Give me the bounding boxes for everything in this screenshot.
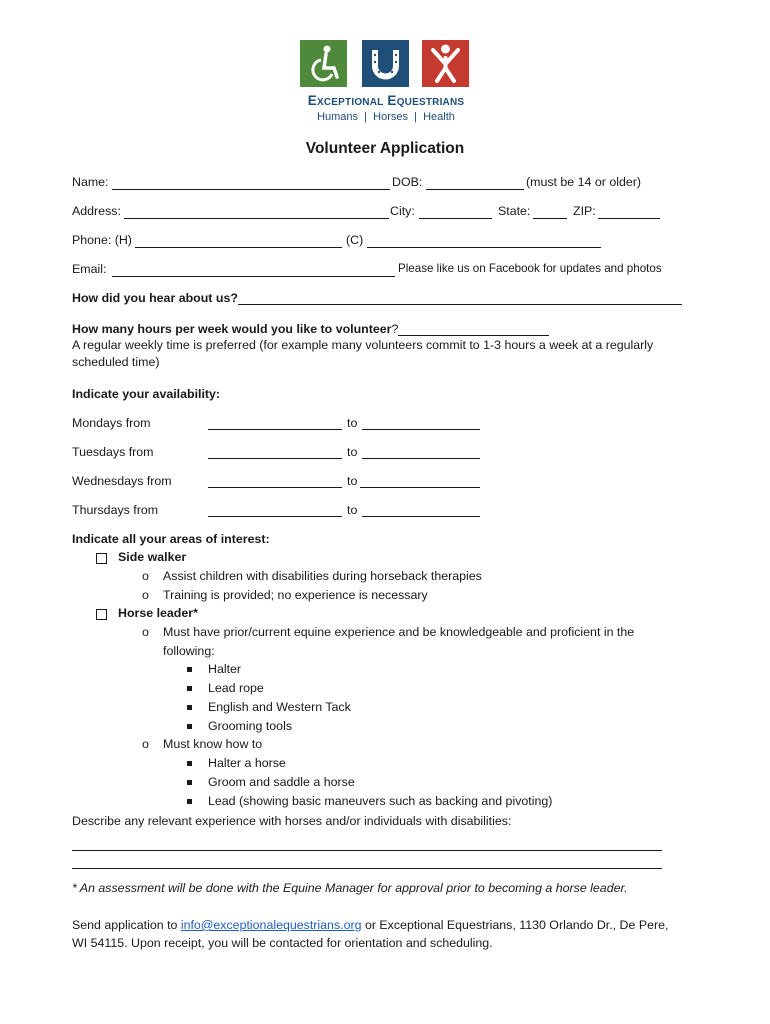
square-bullet-icon bbox=[187, 667, 192, 672]
day-to-label: to bbox=[347, 503, 358, 517]
page-title: Volunteer Application bbox=[305, 140, 465, 157]
horse-leader-checkbox[interactable] bbox=[96, 609, 107, 620]
send-prefix: Send application to bbox=[72, 918, 181, 932]
day-from-field[interactable] bbox=[208, 458, 342, 459]
send-suffix: or Exceptional Equestrians, 1130 Orlando Dr., De Pere, bbox=[361, 918, 669, 932]
horse-leader-label: Horse leader* bbox=[118, 606, 198, 620]
sub-list-item: Halter bbox=[208, 662, 242, 676]
send-line-2: WI 54115. Upon receipt, you will be contacted for orientation and scheduling. bbox=[72, 936, 493, 950]
phone-home-label: Phone: (H) bbox=[72, 233, 132, 247]
hours-question bbox=[72, 322, 398, 336]
state-field[interactable] bbox=[533, 218, 567, 219]
day-label: Thursdays from bbox=[72, 503, 159, 517]
phone-cell-label: (C) bbox=[346, 233, 364, 247]
hours-question-mark: ? bbox=[391, 322, 399, 336]
tagline-separator: | bbox=[414, 111, 417, 123]
day-label: Mondays from bbox=[72, 416, 151, 430]
day-from-field[interactable] bbox=[208, 429, 342, 430]
email-label: Email: bbox=[72, 262, 107, 276]
city-label: City: bbox=[390, 204, 415, 218]
address-label: Address: bbox=[72, 204, 121, 218]
email-field[interactable] bbox=[112, 276, 395, 277]
list-item: Must know how to bbox=[163, 737, 263, 751]
square-bullet-icon bbox=[187, 780, 192, 785]
availability-heading: Indicate your availability: bbox=[72, 387, 221, 401]
sub-list-item: Lead (showing basic maneuvers such as backing and pivoting) bbox=[208, 794, 553, 808]
wheelchair-logo-tile bbox=[300, 40, 347, 87]
list-item-continued: following: bbox=[163, 644, 215, 658]
horseshoe-icon bbox=[362, 40, 409, 87]
bullet-o-icon: o bbox=[142, 737, 149, 751]
tagline-horses: Horses bbox=[373, 111, 408, 123]
day-to-field[interactable] bbox=[362, 516, 480, 517]
horseshoe-logo-tile bbox=[362, 40, 409, 87]
day-to-field[interactable] bbox=[362, 429, 480, 430]
address-field[interactable] bbox=[124, 218, 389, 219]
square-bullet-icon bbox=[187, 686, 192, 691]
wheelchair-icon bbox=[300, 40, 347, 87]
email-link[interactable]: info@exceptionalequestrians.org bbox=[180, 918, 362, 932]
square-bullet-icon bbox=[187, 799, 192, 804]
sub-list-item: Lead rope bbox=[208, 681, 264, 695]
describe-line-2[interactable] bbox=[72, 868, 662, 869]
side-walker-checkbox[interactable] bbox=[96, 553, 107, 564]
day-to-field[interactable] bbox=[360, 487, 480, 488]
person-icon bbox=[422, 40, 469, 87]
dob-field[interactable] bbox=[426, 189, 524, 190]
sub-list-item: Grooming tools bbox=[208, 719, 293, 733]
day-label: Wednesdays from bbox=[72, 474, 172, 488]
list-item: Training is provided; no experience is necessary bbox=[163, 588, 428, 602]
sub-list-item: Groom and saddle a horse bbox=[208, 775, 355, 789]
facebook-note: Please like us on Facebook for updates and photos bbox=[398, 262, 662, 275]
interests-heading: Indicate all your areas of interest: bbox=[72, 532, 270, 546]
describe-label: Describe any relevant experience with horses and/or individuals with disabilities: bbox=[72, 814, 512, 828]
zip-field[interactable] bbox=[598, 218, 660, 219]
day-to-field[interactable] bbox=[362, 458, 480, 459]
send-line-1 bbox=[72, 918, 668, 932]
phone-cell-field[interactable] bbox=[367, 247, 601, 248]
bullet-o-icon: o bbox=[142, 588, 149, 602]
hear-about-field[interactable] bbox=[238, 304, 682, 305]
day-from-field[interactable] bbox=[208, 516, 342, 517]
square-bullet-icon bbox=[187, 705, 192, 710]
zip-label: ZIP: bbox=[573, 204, 596, 218]
day-label: Tuesdays from bbox=[72, 445, 154, 459]
name-field[interactable] bbox=[112, 189, 390, 190]
square-bullet-icon bbox=[187, 761, 192, 766]
footnote: * An assessment will be done with the Equine Manager for approval prior to becoming a horse leader. bbox=[72, 881, 628, 895]
list-item: Assist children with disabilities during horseback therapies bbox=[163, 569, 482, 583]
hours-note-line1: A regular weekly time is preferred (for example many volunteers commit to 1-3 hours a week at a regularly bbox=[72, 338, 654, 352]
side-walker-label: Side walker bbox=[118, 550, 187, 564]
list-item: Must have prior/current equine experience and be knowledgeable and proficient in the bbox=[163, 625, 635, 639]
phone-home-field[interactable] bbox=[135, 247, 342, 248]
day-to-label: to bbox=[347, 445, 358, 459]
city-field[interactable] bbox=[419, 218, 492, 219]
name-label: Name: bbox=[72, 175, 109, 189]
org-name: Exceptional Equestrians bbox=[307, 93, 465, 108]
state-label: State: bbox=[498, 204, 531, 218]
person-logo-tile bbox=[422, 40, 469, 87]
tagline-humans: Humans bbox=[317, 111, 359, 123]
square-bullet-icon bbox=[187, 724, 192, 729]
dob-label: DOB: bbox=[392, 175, 423, 189]
day-from-field[interactable] bbox=[208, 487, 342, 488]
hours-note-line2: scheduled time) bbox=[72, 355, 160, 369]
bullet-o-icon: o bbox=[142, 625, 149, 639]
hear-about-label: How did you hear about us? bbox=[72, 291, 238, 305]
dob-note: (must be 14 or older) bbox=[526, 175, 642, 189]
day-to-label: to bbox=[347, 416, 358, 430]
describe-line-1[interactable] bbox=[72, 850, 662, 851]
tagline-separator: | bbox=[364, 111, 368, 123]
hours-question-text: How many hours per week would you like to volunteer bbox=[72, 322, 392, 336]
tagline-health: Health bbox=[423, 111, 455, 123]
bullet-o-icon: o bbox=[142, 569, 149, 583]
sub-list-item: Halter a horse bbox=[208, 756, 286, 770]
sub-list-item: English and Western Tack bbox=[208, 700, 351, 714]
day-to-label: to bbox=[347, 474, 358, 488]
hours-field[interactable] bbox=[398, 335, 549, 336]
org-tagline bbox=[300, 111, 472, 123]
